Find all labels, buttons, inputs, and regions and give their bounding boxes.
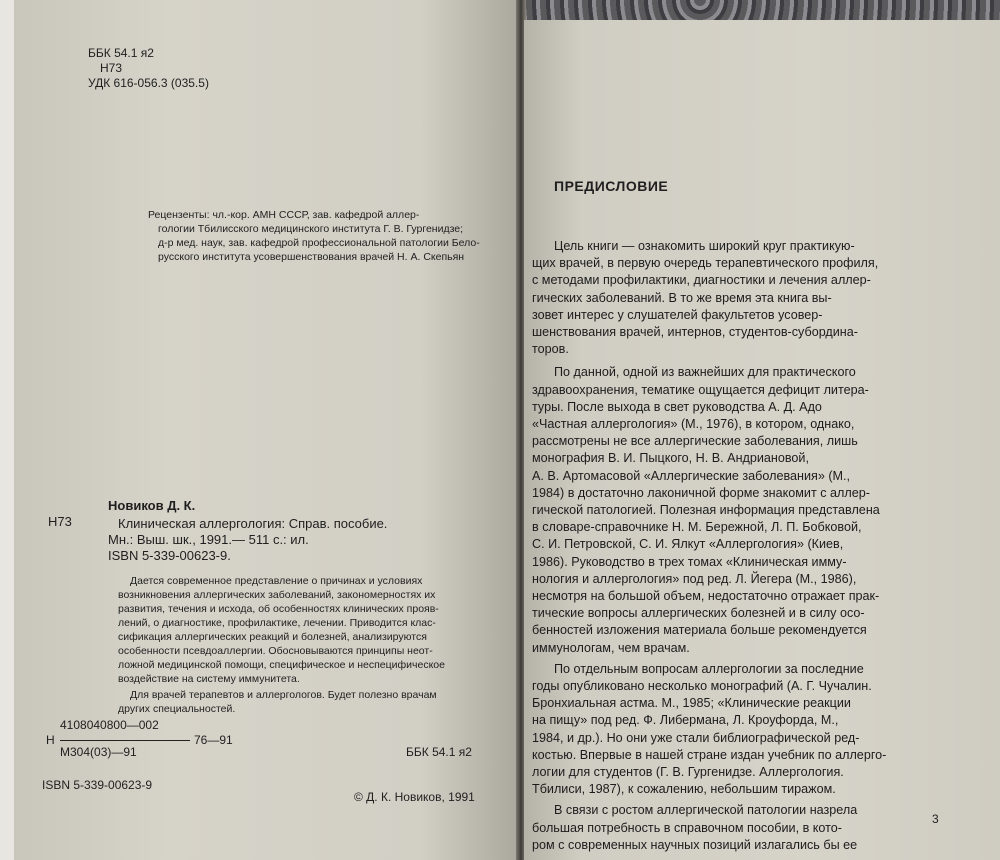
- preface-line: иммунологам, чем врачам.: [532, 640, 690, 655]
- preface-line: торов.: [532, 342, 569, 357]
- preface-line: туры. После выхода в свет руководства А. Д. Адо: [532, 399, 822, 414]
- formula-right: 76—91: [194, 733, 233, 747]
- preface-line: Тбилиси, 1987), к сожалению, небольшим тиражом.: [532, 782, 836, 797]
- preface-line: бенностей изложения материала больше рекомендуется: [532, 623, 867, 638]
- preface-line: 1984) в достаточно лаконичной форме знакомит с аллер-: [532, 485, 870, 500]
- biblio-line: ISBN 5-339-00623-9.: [108, 548, 231, 563]
- annotation-line: сификация аллергических реакций и болезней, анализируются: [118, 631, 427, 643]
- audience-line: Для врачей терапевтов и аллергологов. Будет полезно врачам: [130, 689, 437, 701]
- reviewers-line: Рецензенты: чл.-кор. АМН СССР, зав. кафедрой аллер-: [148, 209, 420, 221]
- reviewers-line: д-р мед. наук, зав. кафедрой профессиональной патологии Бело-: [158, 237, 480, 249]
- preface-line: монография В. И. Пыцкого, Н. В. Андриановой,: [532, 451, 809, 466]
- preface-line: рассмотрены не все аллергические заболевания, лишь: [532, 434, 858, 449]
- preface-line: несмотря на большой объем, недостаточно отражает прак-: [532, 589, 880, 603]
- preface-line: шенствования врачей, интернов, студентов-субордина-: [532, 325, 858, 339]
- bbk-bottom: ББК 54.1 я2: [406, 745, 472, 759]
- annotation-line: Дается современное представление о причинах и условиях: [130, 575, 423, 587]
- preface-line: 1986). Руководство в трех томах «Клиническая имму-: [532, 554, 847, 569]
- copyright: © Д. К. Новиков, 1991: [354, 790, 475, 804]
- preface-line: здравоохранения, тематике ощущается дефицит литера-: [532, 382, 869, 397]
- preface-line: щих врачей, в первую очередь терапевтического профиля,: [532, 256, 879, 271]
- isbn-bottom: ISBN 5-339-00623-9: [42, 778, 153, 792]
- biblio-line: Мн.: Выш. шк., 1991.— 511 с.: ил.: [108, 532, 309, 547]
- formula-bottom: М304(03)—91: [60, 745, 137, 759]
- preface-line: на пищу» под ред. Ф. Либермана, Л. Кроуфорда, М.,: [532, 713, 839, 728]
- annotation-line: ложной медицинской помощи, специфическое и неспецифическое: [118, 659, 445, 671]
- bbk-code: ББК 54.1 я2: [88, 46, 154, 60]
- preface-line: гической патологией. Полезная информация представлена: [532, 503, 880, 517]
- preface-line: С. И. Петровской, С. И. Ялкут «Аллергология» (Киев,: [532, 537, 844, 552]
- preface-line: 1984, и др.). Но они уже стали библиографической ред-: [532, 730, 860, 745]
- preface-line: Цель книги — ознакомить широкий круг практикую-: [554, 239, 855, 253]
- preface-line: По данной, одной из важнейших для практического: [554, 365, 856, 380]
- left-page: [14, 0, 524, 860]
- preface-line: Бронхиальная астма. М., 1985; «Клинические реакции: [532, 696, 851, 711]
- preface-line: гических заболеваний. В то же время эта книга вы-: [532, 290, 832, 305]
- author-mark: Н73: [100, 61, 123, 75]
- formula-top: 4108040800—002: [60, 718, 159, 732]
- annotation-line: воздействие на систему иммунитета.: [118, 673, 300, 685]
- preface-heading: ПРЕДИСЛОВИЕ: [554, 178, 669, 194]
- preface-line: в словаре-справочнике Н. М. Бережной, Л. П. Бобковой,: [532, 520, 862, 535]
- formula-h: Н: [46, 733, 55, 747]
- audience-line: других специальностей.: [118, 703, 236, 715]
- page-number: 3: [932, 812, 939, 826]
- right-page: [524, 20, 1000, 860]
- preface-line: нология и аллергология» под ред. Л. Йегера (М., 1986),: [532, 571, 857, 586]
- formula-divider: [60, 740, 190, 741]
- annotation-line: возникновения аллергических заболеваний, закономерностях их: [118, 589, 436, 601]
- preface-line: В связи с ростом аллергической патологии назрела: [554, 803, 858, 818]
- biblio-line: Клиническая аллергология: Справ. пособие.: [118, 516, 388, 531]
- preface-line: По отдельным вопросам аллергологии за последние: [554, 661, 864, 676]
- preface-line: «Частная аллергология» (М., 1976), в котором, однако,: [532, 417, 855, 431]
- udk-code: УДК 616-056.3 (035.5): [88, 76, 209, 90]
- card-code: Н73: [48, 514, 72, 529]
- preface-line: зовет интерес у слушателей факультетов усовер-: [532, 307, 823, 322]
- annotation-line: лений, о диагностике, профилактике, лечении. Приводится клас-: [118, 617, 436, 629]
- annotation-line: особенности псевдоаллергии. Обосновываются принципы неот-: [118, 645, 433, 657]
- annotation-line: развития, течения и исхода, об особенностях клинических прояв-: [118, 603, 439, 615]
- preface-line: логии для студентов (Г. В. Гургенидзе. Аллергология.: [532, 765, 844, 779]
- preface-line: большая потребность в справочном пособии, в кото-: [532, 820, 842, 835]
- reviewers-line: русского института усовершенствования врачей Н. А. Скепьян: [158, 251, 465, 263]
- preface-line: годы опубликовано несколько монографий (А. Г. Чучалин.: [532, 679, 872, 693]
- reviewers-line: гологии Тбилисского медицинского института Г. В. Гургенидзе;: [158, 223, 464, 235]
- preface-line: костью. Впервые в нашей стране издан учебник по аллерго-: [532, 747, 887, 762]
- preface-line: ром с современных научных позиций излагались бы ее: [532, 837, 858, 852]
- preface-line: А. В. Артомасовой «Аллергические заболевания» (М.,: [532, 468, 851, 483]
- preface-line: с методами профилактики, диагностики и лечения аллер-: [532, 273, 871, 288]
- author-name: Новиков Д. К.: [108, 498, 196, 513]
- preface-line: тические вопросы аллергических болезней и в силу осо-: [532, 606, 865, 621]
